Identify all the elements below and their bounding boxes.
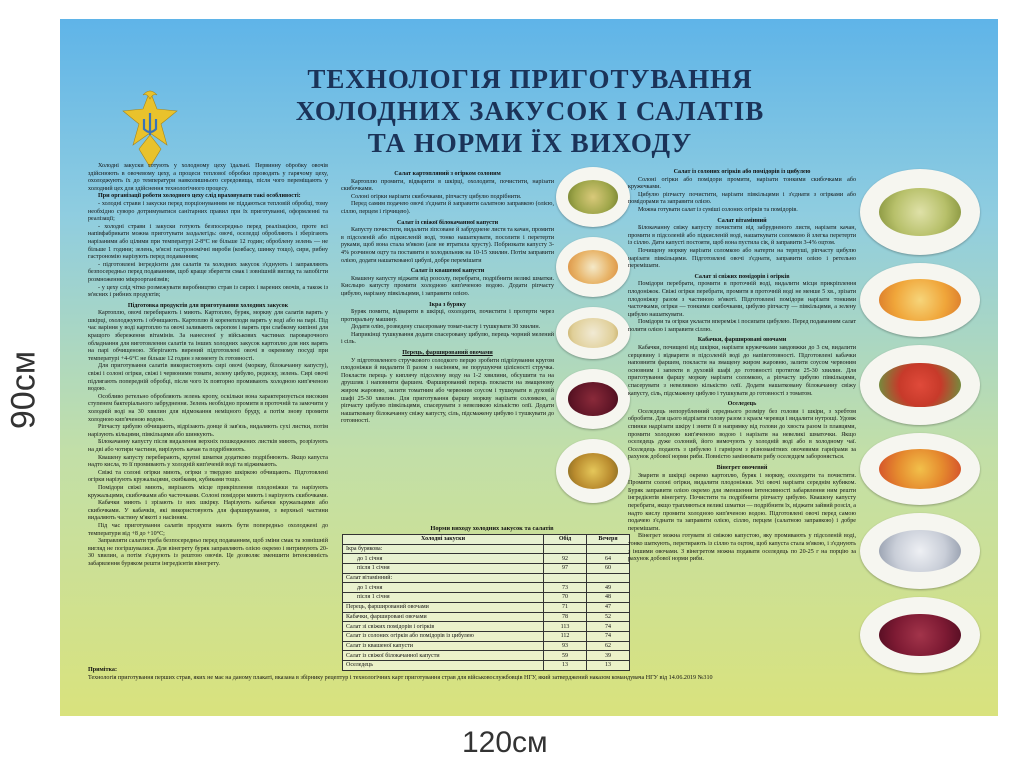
- paragraph: У підготовленого стручкового солодкого перцю зробити підрізування кругом плодоніжки й видалити її разом з насінням, не порушуючи цілісності стручка. Покласти перець у киплячу підсолену воду на 1-2 хвилини, обсушити та на друшляк і наповнити фаршем. Фарширований перець покласти на змащеному жиром жаровню, залити томатним або червоним соусом і тушкувати в духовій шафі 25-30 хвилин. Для приготування фаршу моркву нарізати соломкою, а ріпчасту цибулю півкільцями, спасерувати з невеликою кількістю олії. Додати нашатковану білокачанну свіжу капусту, сіль, підсмажену цибулю і тушкувати до готовності.: [341, 357, 554, 425]
- lunch-yield: 71: [544, 602, 587, 612]
- lunch-yield: [544, 573, 587, 583]
- dinner-yield: 39: [587, 651, 630, 661]
- paragraph: Зварити в шкірці окремо картоплю, буряк і моркву, охолодити та почистити. Промити солоні огірки, видалити плодоніжки. Усі овочі нарізати середнім кубиком. Буряк заправити олією окремо для зменшення інтенсивності забарвлення ним решти інгредієнтів вінегрету. Почистити та подрібнити ріпчасту цибулю. Квашену капусту перебрати, якщо трапляються великі шматки — подрібнити їх, віджати зайвий розсіл, а надто кислу промити холодною кип'яченою водою. Підготовлені овочі перед самою подачею з'єднати та заправити олією, сіллю, перцем (салатною заправкою) і добре перемішати.: [628, 472, 856, 532]
- dinner-yield: 62: [587, 641, 630, 651]
- paragraph: - підготовлені інгредієнти для салатів та холодних закусок з'єднують і заправляють безпосередньо перед подаванням, щоб краще зберегти смак і зовнішній вигляд та запобігти розмноженню мікроорганізмів;: [88, 261, 328, 283]
- title-line-3: ТА НОРМИ ЇХ ВИХОДУ: [367, 128, 693, 158]
- photo-vinaigrette: [860, 597, 980, 673]
- table-row: [343, 564, 630, 574]
- paragraph: - холодні страви і закуски готують безпосередньо перед реалізацією, проте всі напівфабрикати можна приготувати заздалегідь: овочі, оселедці обробляють і зберігають нарізаними або цілими при температурі 2-8°С не більше 12 годин; оброблену зелень — не більше 1 години; зелень, м'ясні гастрономічні вироби (ковбасу, шинку тощо), сири, рибну гастрономію нарізують перед подаванням;: [88, 223, 328, 261]
- table-row: [343, 554, 630, 564]
- paragraph: Свіжі та солоні огірки миють, огірки з твердою шкіркою обчищають. Підготовлені огірки нарізують кружальцями, скибками, кубиками тощо.: [88, 469, 328, 484]
- dish-name: до 1 січня: [343, 583, 544, 593]
- dish-name: Салат із свіжої білокачанної капусти: [343, 651, 544, 661]
- paragraph: При організації роботи холодного цеху слід враховувати такі особливості:: [98, 193, 301, 200]
- dinner-yield: 48: [587, 593, 630, 603]
- recipes-column-right: [628, 166, 856, 706]
- lunch-yield: 97: [544, 564, 587, 574]
- recipe-heading: Салат вітамінний: [717, 217, 767, 224]
- dinner-yield: [587, 573, 630, 583]
- recipe-heading: Салат картопляний з огірком солоним: [394, 171, 501, 177]
- lunch-yield: 13: [544, 660, 587, 670]
- recipe-heading: Салат із квашеної капусти: [410, 268, 485, 275]
- section-heading: Підготовка продуктів для приготування холодних закусок: [127, 302, 289, 309]
- dinner-yield: 74: [587, 622, 630, 632]
- recipe-heading: Кабачки, фаршировані овочами: [697, 337, 787, 344]
- paragraph: Холодні закуски готують у холодному цеху їдальні. Первинну обробку овочів здійснюють в овочевому цеху, а процеси теплової обробки проводять у гарячому цеху, охолоджують їх до температури навколишнього середовища, після чого переміщають у холодний цех для здійснення технологічного процесу.: [88, 163, 328, 192]
- recipe-heading: Салат зі свіжих помідорів і огірків: [694, 273, 790, 280]
- table-row: [343, 651, 630, 661]
- dinner-yield: 47: [587, 602, 630, 612]
- lunch-yield: 92: [544, 554, 587, 564]
- column-header: Холодні закуски: [343, 535, 544, 545]
- paragraph: - холодні страви і закуски перед порціонуванням не піддаються тепловій обробці, тому необхідно суворо дотримуватися санітарних правил при їх приготуванні, оформленні та реалізації;: [88, 200, 328, 223]
- paragraph: Кабачки, почищені від шкірки, нарізати кружечками завдовжки до 3 см, видалити серцевину і відварити в підсоленій воді до напівготовності. Підготовлені кабачки наповнити фаршем, покласти на змащену жиром жаровню, залити соусом червоним основним і запекти в духовій шафі до готовності протягом 25-30 хвилин. Для приготування фаршу моркву нарізати соломкою, а ріпчасту цибулю півкільцями, спасерувати з невеликою кількістю олії. Додати нашатковану білокачанну свіжу капусту, сіль, підсмажену цибулю і тушкувати до готовності з томатом.: [628, 345, 856, 397]
- recipe-heading: Вінегрет овочевий: [716, 464, 768, 471]
- dinner-yield: 60: [587, 564, 630, 574]
- dinner-yield: 64: [587, 554, 630, 564]
- table-row: [343, 641, 630, 651]
- photo-stuffed-peppers: [556, 439, 630, 503]
- dish-name: після 1 січня: [343, 564, 544, 574]
- column-header: Вечеря: [587, 535, 630, 545]
- dish-name: Кабачки, фаршировані овочами: [343, 612, 544, 622]
- paragraph: Помідори перебрати, промити в проточній воді, видалити місця прикріплення плодоніжок. Свіжі огірки перебрати, промити в проточній воді не менше 5 хв., зрізати плодоніжку разом з частиною м'якоті. Підготовлені помідори нарізати тонкими часточками, огірки — тонкими скибочками, цибулю ріпчасту — півкільцями, а зелену цибулю нашаткувати.: [628, 281, 856, 318]
- footnote: [88, 667, 968, 682]
- paragraph: Особливо ретельно обробляють зелень кропу, оскільки вона характеризується високим ступенем бактеріального забруднення. Зелень необхідно промити в проточній та замочити у холодній воді на 30 хвилин для відмокання неміцного бруду, а потім знову промити холодною кип'яченою водою.: [88, 393, 328, 423]
- photo-herring: [860, 513, 980, 589]
- paragraph: - у цеху слід чітко розмежувати виробництво страв із сирих і варених овочів, а також із м'ясних і рибних продуктів;: [88, 284, 328, 299]
- photo-pickle-salad: [860, 169, 980, 255]
- lunch-yield: [544, 544, 587, 554]
- paragraph: Заправляти салати треба безпосередньо перед подаванням, щоб зміни смак та зовнішній вигляд не погіршувалися. Для вінегрету буряк заправляють олією окремо і витримують 20-30 хвилин, а потім з'єднують із рештою овочів. Це дозволяє зменшити інтенсивність забарвлення буряком решти інгредієнтів вінегрету.: [88, 538, 328, 567]
- lunch-yield: 73: [544, 583, 587, 593]
- dinner-yield: [587, 544, 630, 554]
- photo-cabbage-salad: [556, 237, 630, 297]
- paragraph: Квашену капусту перебирають, крупні шматки додатково подрібнюють. Якщо капуста надто кисла, то її промивають у холодній кип'яченій воді та віджимають.: [88, 454, 328, 469]
- paragraph: Додати олію, розведену спасеровану томат-пасту і тушкувати 30 хвилин.: [351, 324, 541, 331]
- paragraph: Картоплю промити, відварити в шкірці, охолодити, почистити, нарізати скибочками.: [341, 178, 554, 193]
- dish-name: до 1 січня: [343, 554, 544, 564]
- table-header-row: [343, 535, 630, 545]
- paragraph: Капусту почистити, видалити зіпсоване й забруднене листя та качан, промити в підсоленій або підкисленій воді, тонко нашаткувати, посолити і перетерти руками, щоб вона стала м'якою (але не втратила хрусту). Побризкати капусту 3-4% розчином оцту та поставити в холодильник на 10-15 хвилин. Потім заправити олією, додати нашаткованої цибулі, добре перемішати: [341, 227, 554, 264]
- paragraph: Солоні огірки або помідори промити, нарізати тонкими скибочками або кружечками.: [628, 176, 856, 191]
- paragraph: Вінегрет можна готувати зі свіжою капустою, яку промивають у підсоленій воді, тонко шаткують, перетирають із сіллю та оцтом, щоб капуста стала м'якою, і з'єднують з іншими овочами. З вінегретом можна подавати оселедець по 20-25 г на порцію за рахунок добової норми риби.: [628, 533, 856, 563]
- table-row: [343, 622, 630, 632]
- table-row: [343, 612, 630, 622]
- paragraph: Ріпчасту цибулю обчищають, відрізають донце й зав'язь, видаляють сухі листки, потім нарізують кільцями, півкільцями або шинкують.: [88, 424, 328, 438]
- national-guard-emblem-icon: [121, 89, 179, 169]
- poster-title: [210, 63, 850, 159]
- table-row: [343, 602, 630, 612]
- column-header: Обід: [544, 535, 587, 545]
- table-row: [343, 573, 630, 583]
- yield-table: [342, 534, 630, 671]
- yield-table-title: Норми виходу холодних закусок та салатів: [430, 525, 554, 532]
- table-row: [343, 544, 630, 554]
- lunch-yield: 70: [544, 593, 587, 603]
- paragraph: Перед самим подачею овочі з'єднати й заправити салатною заправкою (олією, сіллю, перцем і гірчицею).: [341, 201, 554, 215]
- photo-sauerkraut: [556, 307, 630, 359]
- lunch-yield: 59: [544, 651, 587, 661]
- lunch-yield: 93: [544, 641, 587, 651]
- width-dimension-label: 120см: [462, 726, 548, 759]
- paragraph: Білокачанну капусту після видалення верхніх пошкоджених листків миють, розрізують на дві або чотири частини, вирізують качан та подрібнюють.: [88, 439, 328, 453]
- table-row: [343, 583, 630, 593]
- paragraph: Оселедець непорубленний середнього розміру без голови і шкіри, з хребтом обробити. Для цього відрізати голову разом з краєм черевця і видалити нутрощі. Удовж спинки надрізати шкіру і зняти її в напрямку від голови до хвоста разом із плавцями, промити холодною кип'яченою водою і нарізати на невеликі шматочки. Якщо оселедець дуже солоний, його вимочують у холодній воді або в холодному чаї. Оселедець подають з цибулею і гарніром з різноманітних овочевими гарнірами за рахунок добової норми риби. Повністю замінювати рибу оселедцем забороняється.: [628, 408, 856, 461]
- paragraph: Цибулю ріпчасту почистити, нарізати півкільцями і з'єднати з огірками або помідорами та заправити олією.: [628, 191, 856, 206]
- recipe-heading: Ікра з буряку: [429, 301, 466, 308]
- paragraph: Кабачки миють і зрізають із них шкірку. Нарізують кабачки кружальцями або скибочками. У кабачків, які використовують для фарширування, з верхньої частини видаляють частину м'якоті з насінням.: [88, 500, 328, 522]
- paragraph: Помідори та огірки укласти впереміж і посипати цибулею. Перед подаванням салат полити олією і заправити сіллю.: [628, 319, 856, 333]
- photo-vitamin-salad: [860, 263, 980, 337]
- dish-name: Салат зі свіжих помідорів і огірків: [343, 622, 544, 632]
- poster: [60, 19, 998, 716]
- paragraph: Помідори свіжі миють, вирізають місце прикріплення плодоніжки та нарізують кружальцями, скибочками або часточками. Солоні помідори миють і нарізують скибочками.: [88, 484, 328, 499]
- dish-name: Салат вітамінний:: [343, 573, 544, 583]
- height-dimension-label: 90см: [4, 350, 43, 430]
- dish-name: Оселедець: [343, 660, 544, 670]
- dinner-yield: 13: [587, 660, 630, 670]
- dish-name: після 1 січня: [343, 593, 544, 603]
- recipe-heading: Салат із солоних огірків або помідорів із цибулею: [673, 169, 811, 175]
- lunch-yield: 112: [544, 631, 587, 641]
- lunch-yield: 113: [544, 622, 587, 632]
- recipe-heading: Оселедець: [727, 401, 757, 408]
- title-line-2: ХОЛОДНИХ ЗАКУСОК І САЛАТІВ: [295, 96, 765, 126]
- recipes-column-middle: [341, 168, 554, 520]
- dish-name: Ікра бурякова:: [343, 544, 544, 554]
- table-row: [343, 631, 630, 641]
- paragraph: Картоплю, овочі перебирають і миють. Картоплю, буряк, моркву для салатів варять у шкірці, охолоджують і обчищають. Картоплю й коренеплоди варять у воді або на парі. Під час варіння у воді картоплю та овочі заливають окропом і варять при слабкому кипінні для кращого збереження вітамінів. За нанесеної у військових частинах пароварочного обладнання для виготовлення салатів та інших холодних закусок картоплю для них варять на парі обчищеною. Зберігають вирений підготовлені овочі в окремому посуді при температурі +4-6°С не більше 12 годин з моменту їх готовності.: [88, 310, 328, 362]
- recipe-heading: Перець, фарширований овочами: [402, 350, 493, 357]
- lunch-yield: 78: [544, 612, 587, 622]
- title-line-1: ТЕХНОЛОГІЯ ПРИГОТУВАННЯ: [307, 64, 753, 94]
- photo-tomato-cucumber-salad: [860, 345, 980, 425]
- dinner-yield: 49: [587, 583, 630, 593]
- paragraph: Для приготування салатів використовують сирі овочі (моркву, білокачанну капусту), свіжі і солоні огірки, свіжі і червонимн томати, зелену цибулю, редиску, зелень. Сирі овочі підлягають попередній обробці, після чого їх повторно промивають холодною кип'яченою водою.: [88, 363, 328, 393]
- dish-name: Салат із квашеної капусти: [343, 641, 544, 651]
- footnote-text: Технологія приготування перших страв, яких не має на даному плакаті, вказана в збірнику рецептур і технологічних карт приготування страв для військовослужбовців НГУ, який затверджений наказом командувача НГУ від 14.06.2019 №310: [88, 674, 713, 681]
- intro-column: [88, 163, 328, 661]
- paragraph: Білокачанну свіжу капусту почистити від забрудненого листя, нарізати качан, промити в підсоленій або підкисленій воді, нашаткувати соломкою й злегка перетерти із сіллю. Дати капусті постояти, щоб вона пустила сік, й заправити 3-4% оцтом.: [628, 225, 856, 247]
- photo-stuffed-zucchini: [860, 433, 980, 505]
- dinner-yield: 52: [587, 612, 630, 622]
- recipe-heading: Салат із свіжої білокачанної капусти: [396, 219, 499, 226]
- photo-beet-caviar: [556, 369, 630, 429]
- paragraph: Буряк помити, відварити в шкірці, охолодити, почистити і протерти через протиральну машину.: [341, 309, 554, 323]
- table-row: [343, 593, 630, 603]
- footnote-label: Примітка:: [88, 667, 117, 673]
- paragraph: Солоні огірки нарізати скибочками, ріпчасту цибулю подрібнити.: [351, 193, 522, 200]
- paragraph: Можна готувати салат із суміші солоних огірків та помідорів.: [638, 206, 798, 213]
- dinner-yield: 74: [587, 631, 630, 641]
- paragraph: Почищену моркву нарізати соломкою або натерти на терпуші, ріпчасту цибулю нарізати півкільцями. Підготовлені овочі з'єднати, заправити олією і ретельно перемішати.: [628, 247, 856, 270]
- paragraph: Наприкінці тушкування додати спасеровану цибулю, перець чорний мелений і сіль.: [341, 331, 554, 346]
- paragraph: Квашену капусту віджати від розсолу, перебрати, подрібнити великі шматки. Кисльцю капусту промити холодною кип'яченою водою. Додати ріпчасту цибулю, нарізану півкільцями, і заправити олією.: [341, 275, 554, 297]
- dish-name: Перець, фарширований овочами: [343, 602, 544, 612]
- dish-name: Салат із солоних огірків або помідорів із цибулею: [343, 631, 544, 641]
- paragraph: Під час приготування салатів продукти мають бути попередньо охолоджені до температури від +8 до +10°С;: [88, 522, 328, 537]
- photo-potato-pickle-salad: [556, 167, 630, 227]
